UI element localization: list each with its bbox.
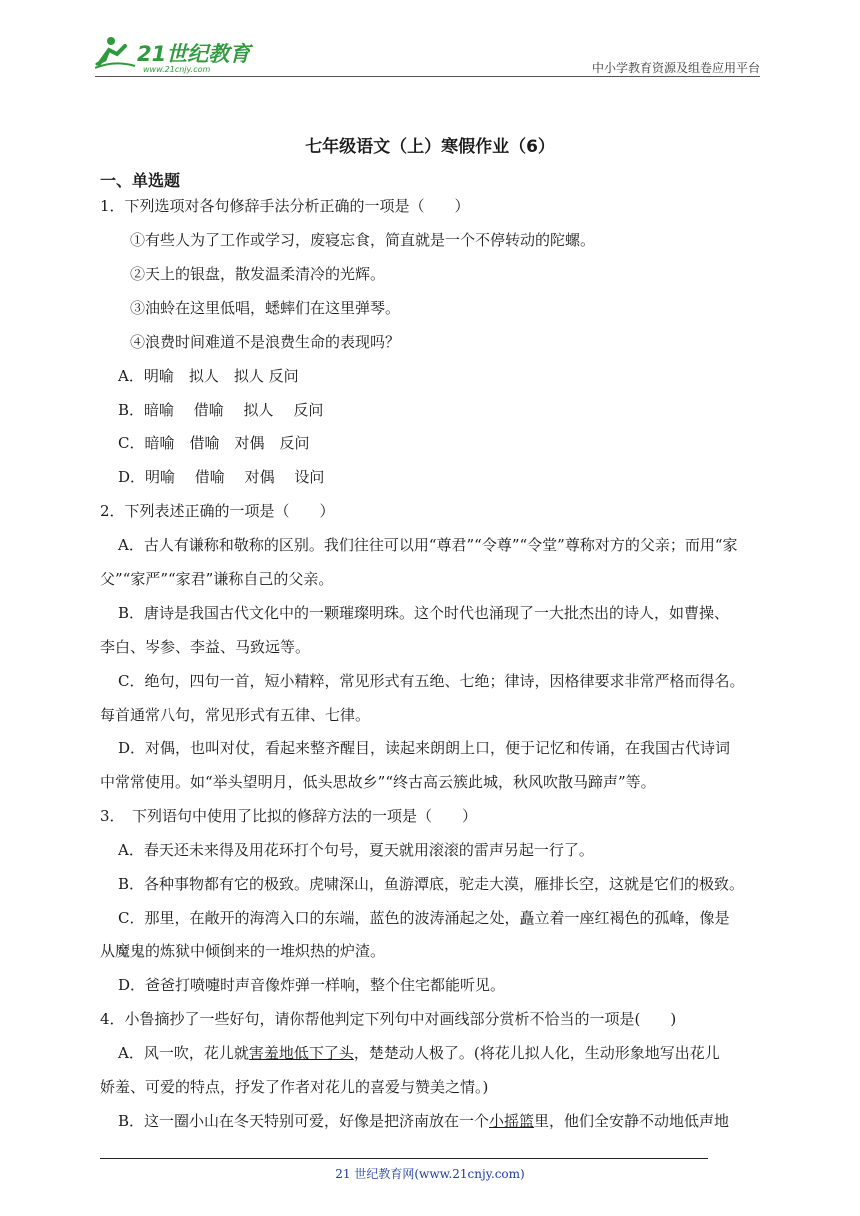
runner-logo-icon (95, 34, 265, 74)
question-1-item: ④浪费时间难道不是浪费生命的表现吗？ (130, 333, 401, 351)
question-1-option-b[interactable]: B．暗喻 借喻 拟人 反问 (118, 401, 324, 419)
question-4-option-b[interactable] (118, 1111, 729, 1131)
question-3-option-c-cont[interactable]: 从魔鬼的炼狱中倾倒来的一堆炽热的炉渣。 (100, 942, 386, 960)
question-3-option-c[interactable]: C．那里，在敞开的海湾入口的东端，蓝色的波涛涌起之处，矗立着一座红褐色的孤峰，像是 (118, 909, 730, 927)
question-2-stem: 2．下列表述正确的一项是（ ） (100, 502, 335, 520)
option-text: ，楚楚动人极了。(将花儿拟人化，生动形象地写出花儿 (353, 1044, 720, 1062)
underlined-phrase: 小摇篮 (489, 1112, 535, 1130)
option-text: B．这一圈小山在冬天特别可爱，好像是把济南放在一个 (118, 1112, 490, 1130)
footer-link[interactable]: 21 世纪教育网(www.21cnjy.com) (335, 1167, 525, 1181)
question-1-option-d[interactable]: D．明喻 借喻 对偶 设问 (118, 468, 325, 486)
option-text: 里，他们全安静不动地低声地 (534, 1112, 730, 1130)
question-1-option-a[interactable]: A．明喻 拟人 拟人 反问 (118, 367, 299, 385)
question-3-option-b[interactable]: B．各种事物都有它的极致。虎啸深山，鱼游潭底，驼走大漠，雁排长空，这就是它们的极致。 (118, 875, 745, 893)
header-divider (95, 76, 760, 77)
question-2-option-b-cont[interactable]: 李白、岑参、李益、马致远等。 (100, 638, 311, 656)
question-1-stem: 1．下列选项对各句修辞手法分析正确的一项是（ ） (100, 197, 470, 215)
page-title: 七年级语文（上）寒假作业（6） (305, 137, 555, 157)
question-3-option-a[interactable]: A．春天还未来得及用花环打个句号，夏天就用滚滚的雷声另起一行了。 (118, 841, 594, 859)
option-text: A．风一吹，花儿就 (118, 1044, 249, 1062)
section-heading: 一、单选题 (100, 171, 181, 190)
page-header (95, 30, 760, 78)
question-2-option-d-cont[interactable]: 中常常使用。如“举头望明月，低头思故乡”“终古高云簇此城，秋风吹散马蹄声”等。 (100, 773, 656, 791)
question-1-option-c[interactable]: C．暗喻 借喻 对偶 反问 (118, 434, 310, 452)
question-2-option-a[interactable]: A．古人有谦称和敬称的区别。我们往往可以用“尊君”“令尊”“令堂”尊称对方的父亲；而用“家 (118, 536, 738, 554)
question-3-stem: 3． 下列语句中使用了比拟的修辞方法的一项是（ ） (100, 807, 478, 825)
question-3-option-d[interactable]: D．爸爸打喷嚏时声音像炸弹一样响，整个住宅都能听见。 (118, 976, 506, 994)
question-4-option-a[interactable] (118, 1043, 720, 1063)
platform-label: 中小学教育资源及组卷应用平台 (591, 61, 760, 75)
question-2-option-b[interactable]: B．唐诗是我国古代文化中的一颗璀璨明珠。这个时代也涌现了一大批杰出的诗人，如曹操、 (118, 604, 730, 622)
question-2-option-c[interactable]: C．绝句，四句一首，短小精粹，常见形式有五绝、七绝；律诗，因格律要求非常严格而得名。 (118, 672, 745, 690)
question-2-option-d[interactable]: D．对偶，也叫对仗，看起来整齐醒目，读起来朗朗上口，便于记忆和传诵，在我国古代诗词 (118, 739, 731, 757)
site-logo[interactable] (95, 34, 265, 74)
underlined-phrase: 害羞地低下了头 (248, 1044, 354, 1062)
logo-text: 21世纪教育 (137, 42, 251, 66)
logo-url: www.21cnjy.com (143, 65, 211, 74)
footer-divider (100, 1158, 708, 1159)
question-4-option-a-cont[interactable]: 娇羞、可爱的特点，抒发了作者对花儿的喜爱与赞美之情。) (100, 1078, 489, 1096)
question-2-option-c-cont[interactable]: 每首通常八句，常见形式有五律、七律。 (100, 706, 371, 724)
question-1-item: ②天上的银盘，散发温柔清冷的光辉。 (130, 265, 386, 283)
question-2-option-a-cont[interactable]: 父”“家严”“家君”谦称自己的父亲。 (100, 570, 334, 588)
question-1-item: ③油蛉在这里低唱，蟋蟀们在这里弹琴。 (130, 299, 401, 317)
question-1-item: ①有些人为了工作或学习，废寝忘食，简直就是一个不停转动的陀螺。 (130, 231, 596, 249)
question-4-stem: 4．小鲁摘抄了一些好句，请你帮他判定下列句中对画线部分赏析不恰当的一项是( ) (100, 1010, 677, 1028)
